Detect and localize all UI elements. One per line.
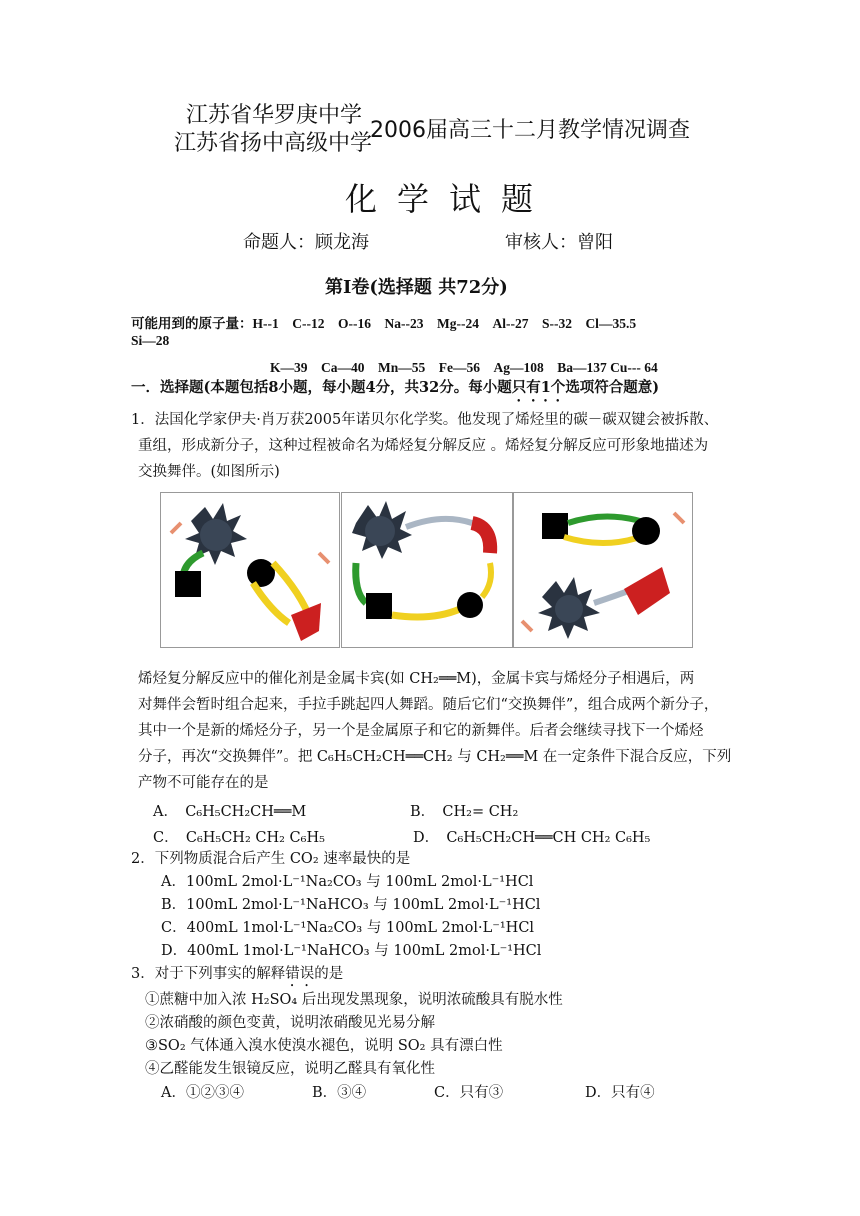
q3-statement-2: ②浓硝酸的颜色变黄，说明浓硝酸见光易分解 [145, 1015, 435, 1031]
section1-heading-pre: 一．选择题(本题包括8小题，每小题4分，共32分。每小题 [131, 379, 512, 396]
q1-option-c: C． C₆H₅CH₂ CH₂ C₆H₅ [153, 830, 325, 846]
exam-title: 2006届高三十二月教学情况调查 [370, 118, 690, 143]
q2-option-c: C．400mL 1mol·L⁻¹Na₂CO₃ 与 100mL 2mol·L⁻¹HCl [161, 920, 535, 936]
q3-stem [131, 962, 343, 990]
q3-option-c: C．只有③ [434, 1085, 504, 1101]
q1-line1: 1．法国化学家伊夫·肖万获2005年诺贝尔化学奖。他发现了烯烃里的碳－碳双键会被拆散、 [131, 412, 719, 428]
octopus-icon [352, 501, 412, 559]
q1-para-line1: 烯烃复分解反应中的催化剂是金属卡宾(如 CH₂══M)，金属卡宾与烯烃分子相遇后，两 [138, 671, 695, 687]
dance-panel-1 [160, 492, 340, 648]
q2-option-d: D．400mL 1mol·L⁻¹NaHCO₃ 与 100mL 2mol·L⁻¹HCl [161, 943, 542, 959]
q2-option-a: A．100mL 2mol·L⁻¹Na₂CO₃ 与 100mL 2mol·L⁻¹HCl [161, 874, 534, 890]
q3-stem-pre: 3．对于下列事实的解释 [131, 966, 286, 982]
q3-option-a: A．①②③④ [161, 1085, 244, 1101]
section1-heading [131, 376, 659, 405]
q1-para-line2: 对舞伴会暂时组合起来，手拉手跳起四人舞蹈。随后它们“交换舞伴”，组合成两个新分子， [138, 697, 719, 713]
dance-panel-3 [513, 492, 693, 648]
school-name-1: 江苏省华罗庚中学 [186, 103, 363, 128]
glove-icon [624, 567, 670, 615]
q1-para-line3: 其中一个是新的烯烃分子，另一个是金属原子和它的新舞伴。后者会继续寻找下一个烯烃 [138, 723, 704, 739]
q3-stem-post: 的是 [314, 966, 344, 982]
q1-para-line4: 分子，再次“交换舞伴”。把 C₆H₅CH₂CH══CH₂ 与 CH₂══M 在一定条件下混合反应，下列 [138, 749, 732, 765]
q3-statement-3: ③SO₂ 气体通入溴水使溴水褪色，说明 SO₂ 具有漂白性 [145, 1038, 503, 1054]
q1-line3: 交换舞伴。(如图所示) [138, 464, 280, 480]
q3-statement-4: ④乙醛能发生银镜反应，说明乙醛具有氧化性 [145, 1061, 435, 1077]
subject-title: 化学试题 [345, 180, 554, 218]
octopus-icon [538, 577, 600, 639]
square-icon [175, 571, 201, 597]
dance-panel-3-illustration [514, 493, 692, 647]
q1-option-b: B． CH₂= CH₂ [410, 804, 519, 820]
school-name-2: 江苏省扬中高级中学 [174, 131, 373, 156]
q2-stem: 2．下列物质混合后产生 CO₂ 速率最快的是 [131, 851, 411, 867]
dance-panel-2 [341, 492, 513, 648]
q3-option-b: B．③④ [312, 1085, 367, 1101]
dance-panel-1-illustration [161, 493, 339, 647]
q3-statement-1: ①蔗糖中加入浓 H₂SO₄ 后出现发黑现象，说明浓硫酸具有脱水性 [145, 992, 563, 1008]
square-icon [542, 513, 568, 539]
section1-heading-post: 选项符合题意) [565, 379, 660, 396]
reviewer-name: 审核人：曾阳 [505, 232, 613, 253]
q1-line2: 重组，形成新分子，这种过程被命名为烯烃复分解反应 。烯烃复分解反应可形象地描述为 [138, 438, 709, 454]
dance-panel-2-illustration [342, 493, 512, 647]
atomic-masses-line1: 可能用到的原子量：H--1 C--12 O--16 Na--23 Mg--24 Al--27 S--32 Cl—35.5 [131, 316, 637, 331]
ball-icon [632, 517, 660, 545]
q3-option-d: D．只有④ [585, 1085, 655, 1101]
atomic-masses-line1b: Si—28 [131, 333, 170, 348]
q2-option-b: B．100mL 2mol·L⁻¹NaHCO₃ 与 100mL 2mol·L⁻¹HCl [161, 897, 541, 913]
section1-heading-emphasis: 只有1个 [511, 379, 566, 396]
ball-icon [247, 559, 275, 587]
part1-title: 第I卷(选择题 共72分) [325, 277, 508, 298]
atomic-masses-line2: K—39 Ca—40 Mn—55 Fe—56 Ag—108 Ba—137 Cu--- 64 [270, 360, 658, 375]
q1-option-a: A． C₆H₅CH₂CH══M [153, 804, 307, 820]
q1-option-d: D． C₆H₅CH₂CH══CH CH₂ C₆H₅ [413, 830, 651, 846]
square-icon [366, 593, 392, 619]
ball-icon [457, 592, 483, 618]
q1-para-line5: 产物不可能存在的是 [138, 775, 269, 791]
q3-stem-emphasis: 错误 [285, 966, 315, 982]
setter-name: 命题人：顾龙海 [243, 232, 369, 253]
